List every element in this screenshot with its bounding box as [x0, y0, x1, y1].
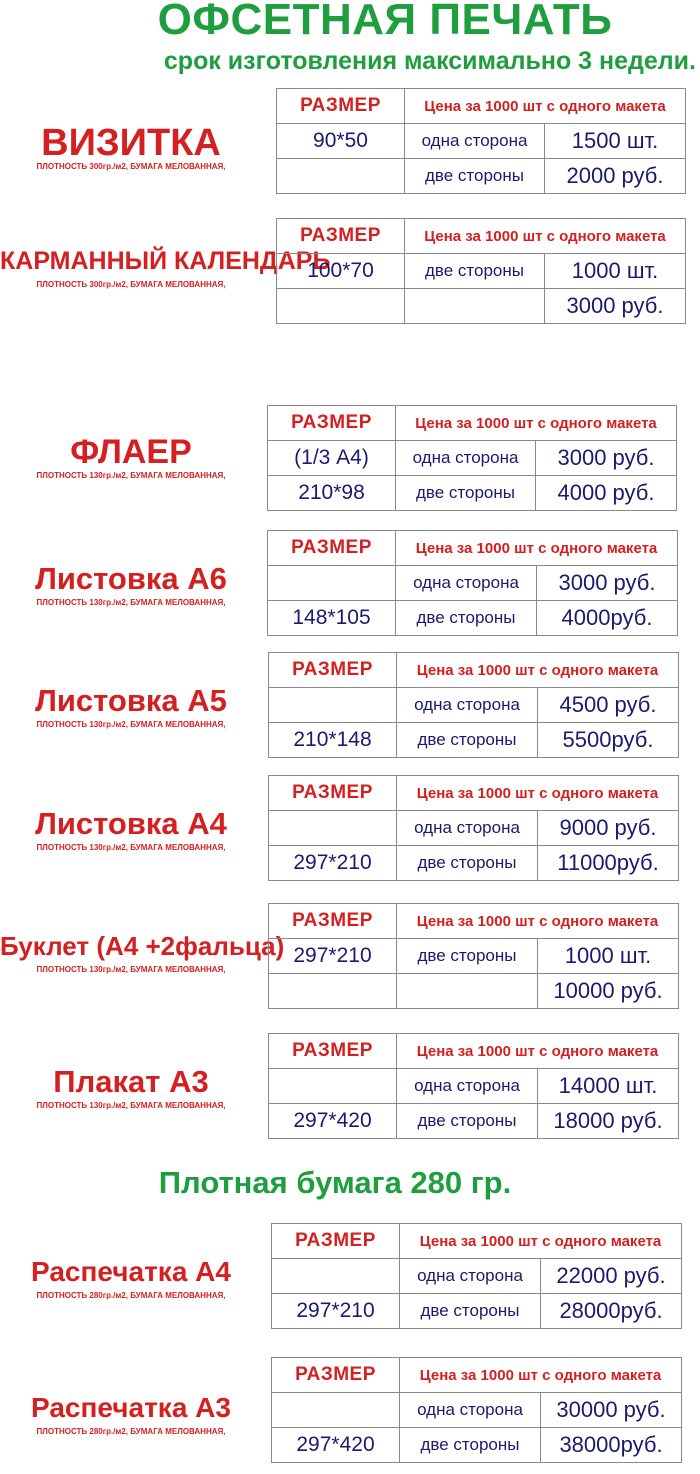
size-cell: [268, 566, 396, 601]
table-row: [268, 566, 678, 601]
header-price: Цена за 1000 шт с одного макета: [397, 904, 679, 939]
product-spec: ПЛОТНОСТЬ 130гр./м2, БУМАГА МЕЛОВАННАЯ,: [36, 965, 226, 974]
table-header-row: [277, 89, 686, 124]
sides-cell: две стороны: [400, 1294, 541, 1329]
value-cell: 3000 руб.: [537, 566, 678, 601]
product-label: [0, 682, 262, 730]
product-spec: ПЛОТНОСТЬ 300гр./м2, БУМАГА МЕЛОВАННАЯ,: [36, 162, 226, 171]
sides-cell: [397, 974, 538, 1009]
sides-cell: одна сторона: [397, 1069, 538, 1104]
sides-cell: одна сторона: [397, 688, 538, 723]
product-name: КАРМАННЫЙ КАЛЕНДАРЬ: [0, 247, 331, 275]
sides-cell: две стороны: [397, 939, 538, 974]
size-cell: [269, 811, 397, 846]
sides-cell: две стороны: [396, 476, 536, 511]
header-size: РАЗМЕР: [272, 1224, 400, 1259]
header-price: Цена за 1000 шт с одного макета: [400, 1224, 682, 1259]
price-table: [268, 1033, 679, 1139]
table-header-row: [277, 219, 686, 254]
header-price: Цена за 1000 шт с одного макета: [405, 89, 686, 124]
header-price: Цена за 1000 шт с одного макета: [400, 1358, 682, 1393]
table-row: [269, 811, 679, 846]
header-size: РАЗМЕР: [269, 904, 397, 939]
header-size: РАЗМЕР: [268, 406, 396, 441]
product-name: Распечатка А3: [31, 1392, 231, 1423]
sides-cell: две стороны: [400, 1428, 541, 1463]
header-price: Цена за 1000 шт с одного макета: [397, 653, 679, 688]
sides-cell: одна сторона: [405, 124, 545, 159]
sides-cell: две стороны: [405, 159, 545, 194]
value-cell: 18000 руб.: [538, 1104, 679, 1139]
size-cell: [269, 1069, 397, 1104]
section-heading-thick-paper: Плотная бумага 280 гр.: [158, 1165, 512, 1200]
table-row: [269, 1104, 679, 1139]
size-cell: 210*98: [268, 476, 396, 511]
size-cell: 297*210: [269, 846, 397, 881]
product-name: ФЛАЕР: [70, 433, 192, 471]
value-cell: 22000 руб.: [541, 1259, 682, 1294]
value-cell: 1000 шт.: [538, 939, 679, 974]
table-row: [277, 289, 686, 324]
value-cell: 1000 шт.: [545, 254, 686, 289]
header-price: Цена за 1000 шт с одного макета: [397, 1034, 679, 1069]
table-header-row: [269, 653, 679, 688]
price-table: [276, 88, 686, 194]
table-row: [268, 476, 677, 511]
header-size: РАЗМЕР: [272, 1358, 400, 1393]
product-name: Буклет (А4 +2фальца): [0, 931, 285, 961]
product-label: [0, 1253, 262, 1301]
price-table: [267, 530, 678, 636]
table-header-row: [269, 1034, 679, 1069]
sides-cell: [405, 289, 545, 324]
product-spec: ПЛОТНОСТЬ 300гр./м2, БУМАГА МЕЛОВАННАЯ,: [36, 280, 226, 289]
value-cell: 5500руб.: [538, 723, 679, 758]
table-header-row: [268, 406, 677, 441]
price-table: [276, 218, 686, 324]
size-cell: [277, 289, 405, 324]
product-spec: ПЛОТНОСТЬ 130гр./м2, БУМАГА МЕЛОВАННАЯ,: [36, 843, 226, 852]
product-label: [0, 1063, 262, 1111]
table-row: [277, 124, 686, 159]
size-cell: [272, 1393, 400, 1428]
sides-cell: одна сторона: [397, 811, 538, 846]
header-size: РАЗМЕР: [268, 531, 396, 566]
table-row: [272, 1259, 682, 1294]
product-label: [0, 242, 331, 290]
page-subtitle: срок изготовления максимально 3 недели.: [163, 47, 696, 75]
size-cell: [269, 974, 397, 1009]
table-header-row: [268, 531, 678, 566]
value-cell: 14000 шт.: [538, 1069, 679, 1104]
price-table: [271, 1357, 682, 1463]
header-price: Цена за 1000 шт с одного макета: [405, 219, 686, 254]
product-spec: ПЛОТНОСТЬ 130гр./м2, БУМАГА МЕЛОВАННАЯ,: [36, 1101, 226, 1110]
table-row: [269, 939, 679, 974]
size-cell: 297*420: [272, 1428, 400, 1463]
value-cell: 11000руб.: [538, 846, 679, 881]
size-cell: 297*210: [272, 1294, 400, 1329]
table-header-row: [272, 1224, 682, 1259]
product-spec: ПЛОТНОСТЬ 130гр./м2, БУМАГА МЕЛОВАННАЯ,: [36, 598, 226, 607]
table-row: [269, 688, 679, 723]
table-row: [268, 441, 677, 476]
value-cell: 4000 руб.: [536, 476, 677, 511]
product-label: [0, 560, 262, 608]
sides-cell: две стороны: [405, 254, 545, 289]
sides-cell: одна сторона: [396, 566, 537, 601]
table-row: [269, 974, 679, 1009]
header-size: РАЗМЕР: [277, 89, 405, 124]
value-cell: 1500 шт.: [545, 124, 686, 159]
table-row: [269, 846, 679, 881]
product-spec: ПЛОТНОСТЬ 130гр./м2, БУМАГА МЕЛОВАННАЯ,: [36, 471, 226, 480]
value-cell: 4000руб.: [537, 601, 678, 636]
product-label: [0, 927, 285, 975]
table-header-row: [269, 904, 679, 939]
sides-cell: две стороны: [397, 723, 538, 758]
table-row: [277, 254, 686, 289]
table-row: [269, 723, 679, 758]
price-table: [271, 1223, 682, 1329]
price-table: [268, 652, 679, 758]
sides-cell: одна сторона: [400, 1259, 541, 1294]
product-spec: ПЛОТНОСТЬ 280гр./м2, БУМАГА МЕЛОВАННАЯ,: [36, 1427, 226, 1436]
value-cell: 38000руб.: [541, 1428, 682, 1463]
value-cell: 3000 руб.: [536, 441, 677, 476]
value-cell: 30000 руб.: [541, 1393, 682, 1428]
size-cell: 210*148: [269, 723, 397, 758]
product-name: Листовка А4: [35, 806, 227, 841]
price-table: [267, 405, 677, 511]
price-table: [268, 903, 679, 1009]
sides-cell: две стороны: [397, 1104, 538, 1139]
size-cell: [277, 159, 405, 194]
value-cell: 4500 руб.: [538, 688, 679, 723]
size-cell: [269, 688, 397, 723]
size-cell: 297*210: [269, 939, 397, 974]
sides-cell: две стороны: [396, 601, 537, 636]
product-label: [0, 805, 262, 853]
size-cell: 297*420: [269, 1104, 397, 1139]
header-price: Цена за 1000 шт с одного макета: [396, 406, 677, 441]
table-row: [277, 159, 686, 194]
product-name: Листовка А5: [35, 683, 227, 718]
value-cell: 9000 руб.: [538, 811, 679, 846]
product-name: Распечатка А4: [31, 1256, 231, 1287]
product-label: [0, 433, 262, 481]
sides-cell: две стороны: [397, 846, 538, 881]
price-table: [268, 775, 679, 881]
sides-cell: одна сторона: [396, 441, 536, 476]
header-size: РАЗМЕР: [269, 776, 397, 811]
size-cell: [272, 1259, 400, 1294]
table-row: [272, 1294, 682, 1329]
header-size: РАЗМЕР: [269, 653, 397, 688]
table-row: [268, 601, 678, 636]
value-cell: 3000 руб.: [545, 289, 686, 324]
size-cell: 148*105: [268, 601, 396, 636]
product-label: [0, 124, 262, 172]
product-spec: ПЛОТНОСТЬ 280гр./м2, БУМАГА МЕЛОВАННАЯ,: [36, 1291, 226, 1300]
value-cell: 28000руб.: [541, 1294, 682, 1329]
product-name: Листовка А6: [35, 561, 227, 596]
size-cell: 90*50: [277, 124, 405, 159]
header-size: РАЗМЕР: [269, 1034, 397, 1069]
header-size: РАЗМЕР: [277, 219, 405, 254]
header-price: Цена за 1000 шт с одного макета: [396, 531, 678, 566]
product-label: [0, 1389, 262, 1437]
sides-cell: одна сторона: [400, 1393, 541, 1428]
value-cell: 10000 руб.: [538, 974, 679, 1009]
product-name: Плакат А3: [53, 1064, 209, 1099]
header-price: Цена за 1000 шт с одного макета: [397, 776, 679, 811]
table-row: [272, 1428, 682, 1463]
table-row: [269, 1069, 679, 1104]
table-header-row: [269, 776, 679, 811]
table-row: [272, 1393, 682, 1428]
product-name: ВИЗИТКА: [41, 122, 221, 164]
product-spec: ПЛОТНОСТЬ 130гр./м2, БУМАГА МЕЛОВАННАЯ,: [36, 720, 226, 729]
size-cell: 100*70: [277, 254, 405, 289]
table-header-row: [272, 1358, 682, 1393]
page-title: ОФСЕТНАЯ ПЕЧАТЬ: [157, 0, 613, 44]
size-cell: (1/3 А4): [268, 441, 396, 476]
value-cell: 2000 руб.: [545, 159, 686, 194]
